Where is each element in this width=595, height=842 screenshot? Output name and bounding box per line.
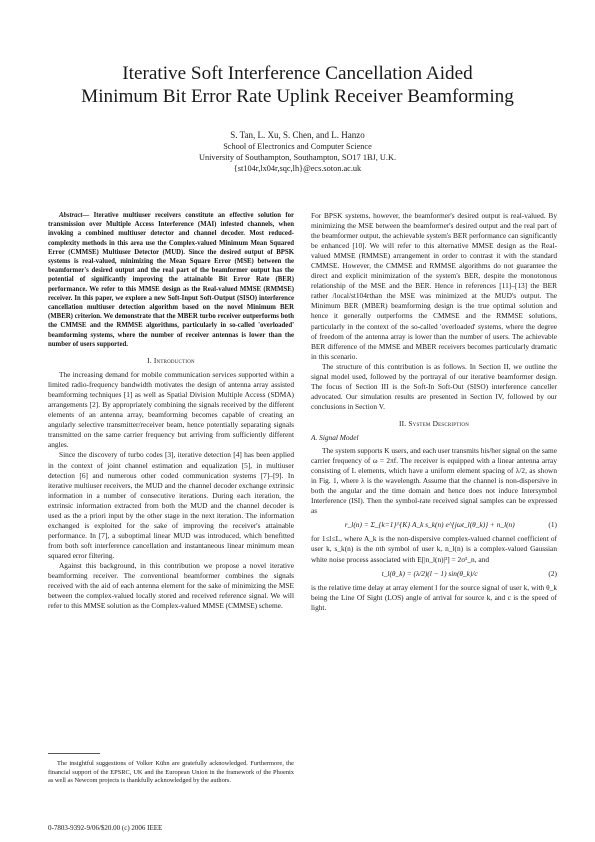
affiliation-line-1: School of Electronics and Computer Science: [223, 142, 372, 151]
abstract-label: Abstract: [59, 212, 83, 219]
abstract: [48, 211, 294, 349]
section-title: System Description: [408, 418, 470, 428]
footnote: [48, 760, 294, 786]
affiliation-line-2: University of Southampton, Southampton, SO17 1BJ, U.K.: [198, 153, 397, 162]
equation-2-formula: t_l(θ_k) = (λ/2)(l − 1) sin(θ_k)/c: [381, 568, 478, 578]
right-paragraph-2: The structure of this contribution is as follows. In Section II, we outline the signal model used, followed by the portrayal of our iterative beamformer design. The focus of Section III is the Soft-In Soft-Out (SISO) interference canceller advocated. Our simulation results are presented in Section IV, followed by our conclusions in Section V.: [311, 361, 557, 411]
author-emails: {st104r,lx04r,sqc,lh}@ecs.soton.ac.uk: [233, 164, 362, 173]
section-number: II.: [398, 418, 407, 428]
right-paragraph-1: For BPSK systems, however, the beamformer's desired output is real-valued. By minimizing the MSE between the beamformer's desired output and the real part of the beamformer output, the achievable system's BER performance can significantly be enhanced [10]. We will refer to this alternative MMSE design as the Real-valued MMSE (RMMSE) arrangement in order to contrast it with the standard CMMSE. However, the CMMSE and RMMSE algorithms do not guarantee the direct and explicit minimization of the system's BER, despite the monotonous relationship of the MSE and the BER. Hence in references [11]–[13] the BER rather /local/st104rthan the MSE was minimized at the MUD's output. The Minimum BER (MBER) beamforming design is the true optimal solution and hence it generally outperforms the CMMSE and the RMMSE solutions, particularly in the context of the so-called 'overloaded' systems, where the degree of freedom of the antenna array is lower than the number of users. The achievable BER difference of the MMSE and MBER receivers becomes particularly dramatic in this scenario.: [311, 211, 557, 361]
author-names: S. Tan, L. Xu, S. Chen, and L. Hanzo: [230, 130, 365, 140]
footnote-text: The insightful suggestions of Volker Kühn are gratefully acknowledged. Furthermore, the financial support of the EPSRC, UK and the European Union in the framework of the Phoenix as well as Newcom projects is thankfully acknowledged by the authors.: [48, 760, 294, 785]
title-line-2: Minimum Bit Error Rate Uplink Receiver Beamforming: [81, 86, 514, 107]
footnote-divider: [48, 753, 100, 754]
abstract-text: — Iterative multiuser receivers constitute an effective solution for transmission over Multiple Access Interference (MAI) infested channels, when invoking a combined multiuser detector and channel decoder. Most reduced-complexity methods in this area use the Complex-valued Minimum Mean Squared Error (CMMSE) Multiuser Detector (MUD). Since the desired output of BPSK systems is real-valued, minimizing the Mean Square Error (MSE) between the beamformer's desired output and the real part of the beamformer output has the potential of significantly improving the attainable Bit Error Rate (BER) performance. We refer to this MMSE design as the Real-valued MMSE (RMMSE) receiver. In this paper, we explore a new Soft-Input Soft-Output (SISO) interference cancellation multiuser detection algorithm based on the novel Minimum BER (MBER) criterion. We demonstrate that the MBER turbo receiver outperforms both the CMMSE and the RMMSE algorithms, particularly in so-called 'overloaded' beamforming systems, where the number of receiver antennas is lower than the number of users supported.: [48, 212, 294, 348]
section-heading-system-description: [311, 419, 557, 429]
equation-1-number: (1): [548, 520, 557, 530]
intro-paragraph-2: Since the discovery of turbo codes [3], iterative detection [4] has been applied in the context of joint channel estimation and equalization [5], in multiuser detection [6] and numerous other coded communication systems [7]–[9]. In iterative multiuser receivers, the MUD and the channel decoder exchange extrinsic information in a number of consecutive iterations. During each iteration, the extrinsic information extracted from both the MUD and the channel decoder is used as the a priori input by the other stage in the next iteration. The information exchanged is exploited for the sake of improving the receiver's attainable performance. In [7], a suboptimal linear MUD was introduced, which benefitted from both soft interference cancellation and instantaneous linear minimum mean squared error filtering.: [48, 450, 294, 560]
equation-2-number: (2): [548, 568, 557, 578]
equation-1-formula: r_l(n) = Σ_{k=1}^{K} A_k s_k(n) e^{jωt_l(θ_k)} + n_l(n): [344, 520, 515, 530]
paper-title: [40, 62, 555, 108]
intro-paragraph-3: Against this background, in this contribution we propose a novel iterative beamforming receiver. The conventional beamformer combines the signals received with the aid of each antenna element for the sake of minimizing the MSE between the complex-valued locally stored and received reference signal. We will refer to this MMSE solution as the Complex-valued MMSE (CMMSE) scheme.: [48, 560, 294, 611]
signal-model-paragraph-1: The system supports K users, and each user transmits his/her signal on the same carrier frequency of ω = 2πf. The receiver is equipped with a linear antenna array consisting of L elements, which have a uniform element spacing of λ/2, as shown in Fig. 1, where λ is the wavelength. Assume that the channel is non-dispersive in both the angular and the time domain and hence does not induce Intersymbol Interference (ISI). Then the symbol-rate received signal samples can be expressed as: [311, 446, 557, 516]
signal-model-paragraph-2: for 1≤l≤L, where A_k is the non-dispersive complex-valued channel coefficient of user k, s_k(n) is the nth symbol of user k, n_l(n) is a complex-valued Gaussian white noise process associated with E[|n_l(n)|²] = 2σ²_n, and: [311, 534, 557, 564]
right-column: [311, 211, 557, 613]
left-column: [48, 211, 294, 611]
intro-paragraph-1: The increasing demand for mobile communication services supported within a limited radio-frequency bandwidth motivates the design of antenna array assisted beamforming techniques [1] as well as Spatial Division Multiple Access (SDMA) arrangements [2]. By appropriately combining the signals received by the different elements of an antenna array, beamforming becomes capable of creating an angularly selective transmitter/receiver beam, hence potentially separating signals transmitted on the same carrier frequency but arriving from sufficiently different angles.: [48, 370, 294, 450]
copyright-notice: 0-7803-9392-9/06/$20.00 (c) 2006 IEEE: [48, 824, 163, 832]
title-line-1: Iterative Soft Interference Cancellation Aided: [122, 63, 473, 84]
section-title: Introduction: [153, 356, 195, 366]
section-number: I.: [147, 356, 152, 366]
author-block: [40, 130, 555, 174]
equation-2: [311, 569, 557, 579]
section-heading-introduction: [48, 356, 294, 366]
equation-1: [311, 520, 557, 530]
signal-model-paragraph-3: is the relative time delay at array element l for the source signal of user k, with θ_k being the Line Of Sight (LOS) angle of arrival for source k, and c is the speed of light.: [311, 582, 557, 612]
subsection-heading-signal-model: A. Signal Model: [311, 432, 359, 442]
